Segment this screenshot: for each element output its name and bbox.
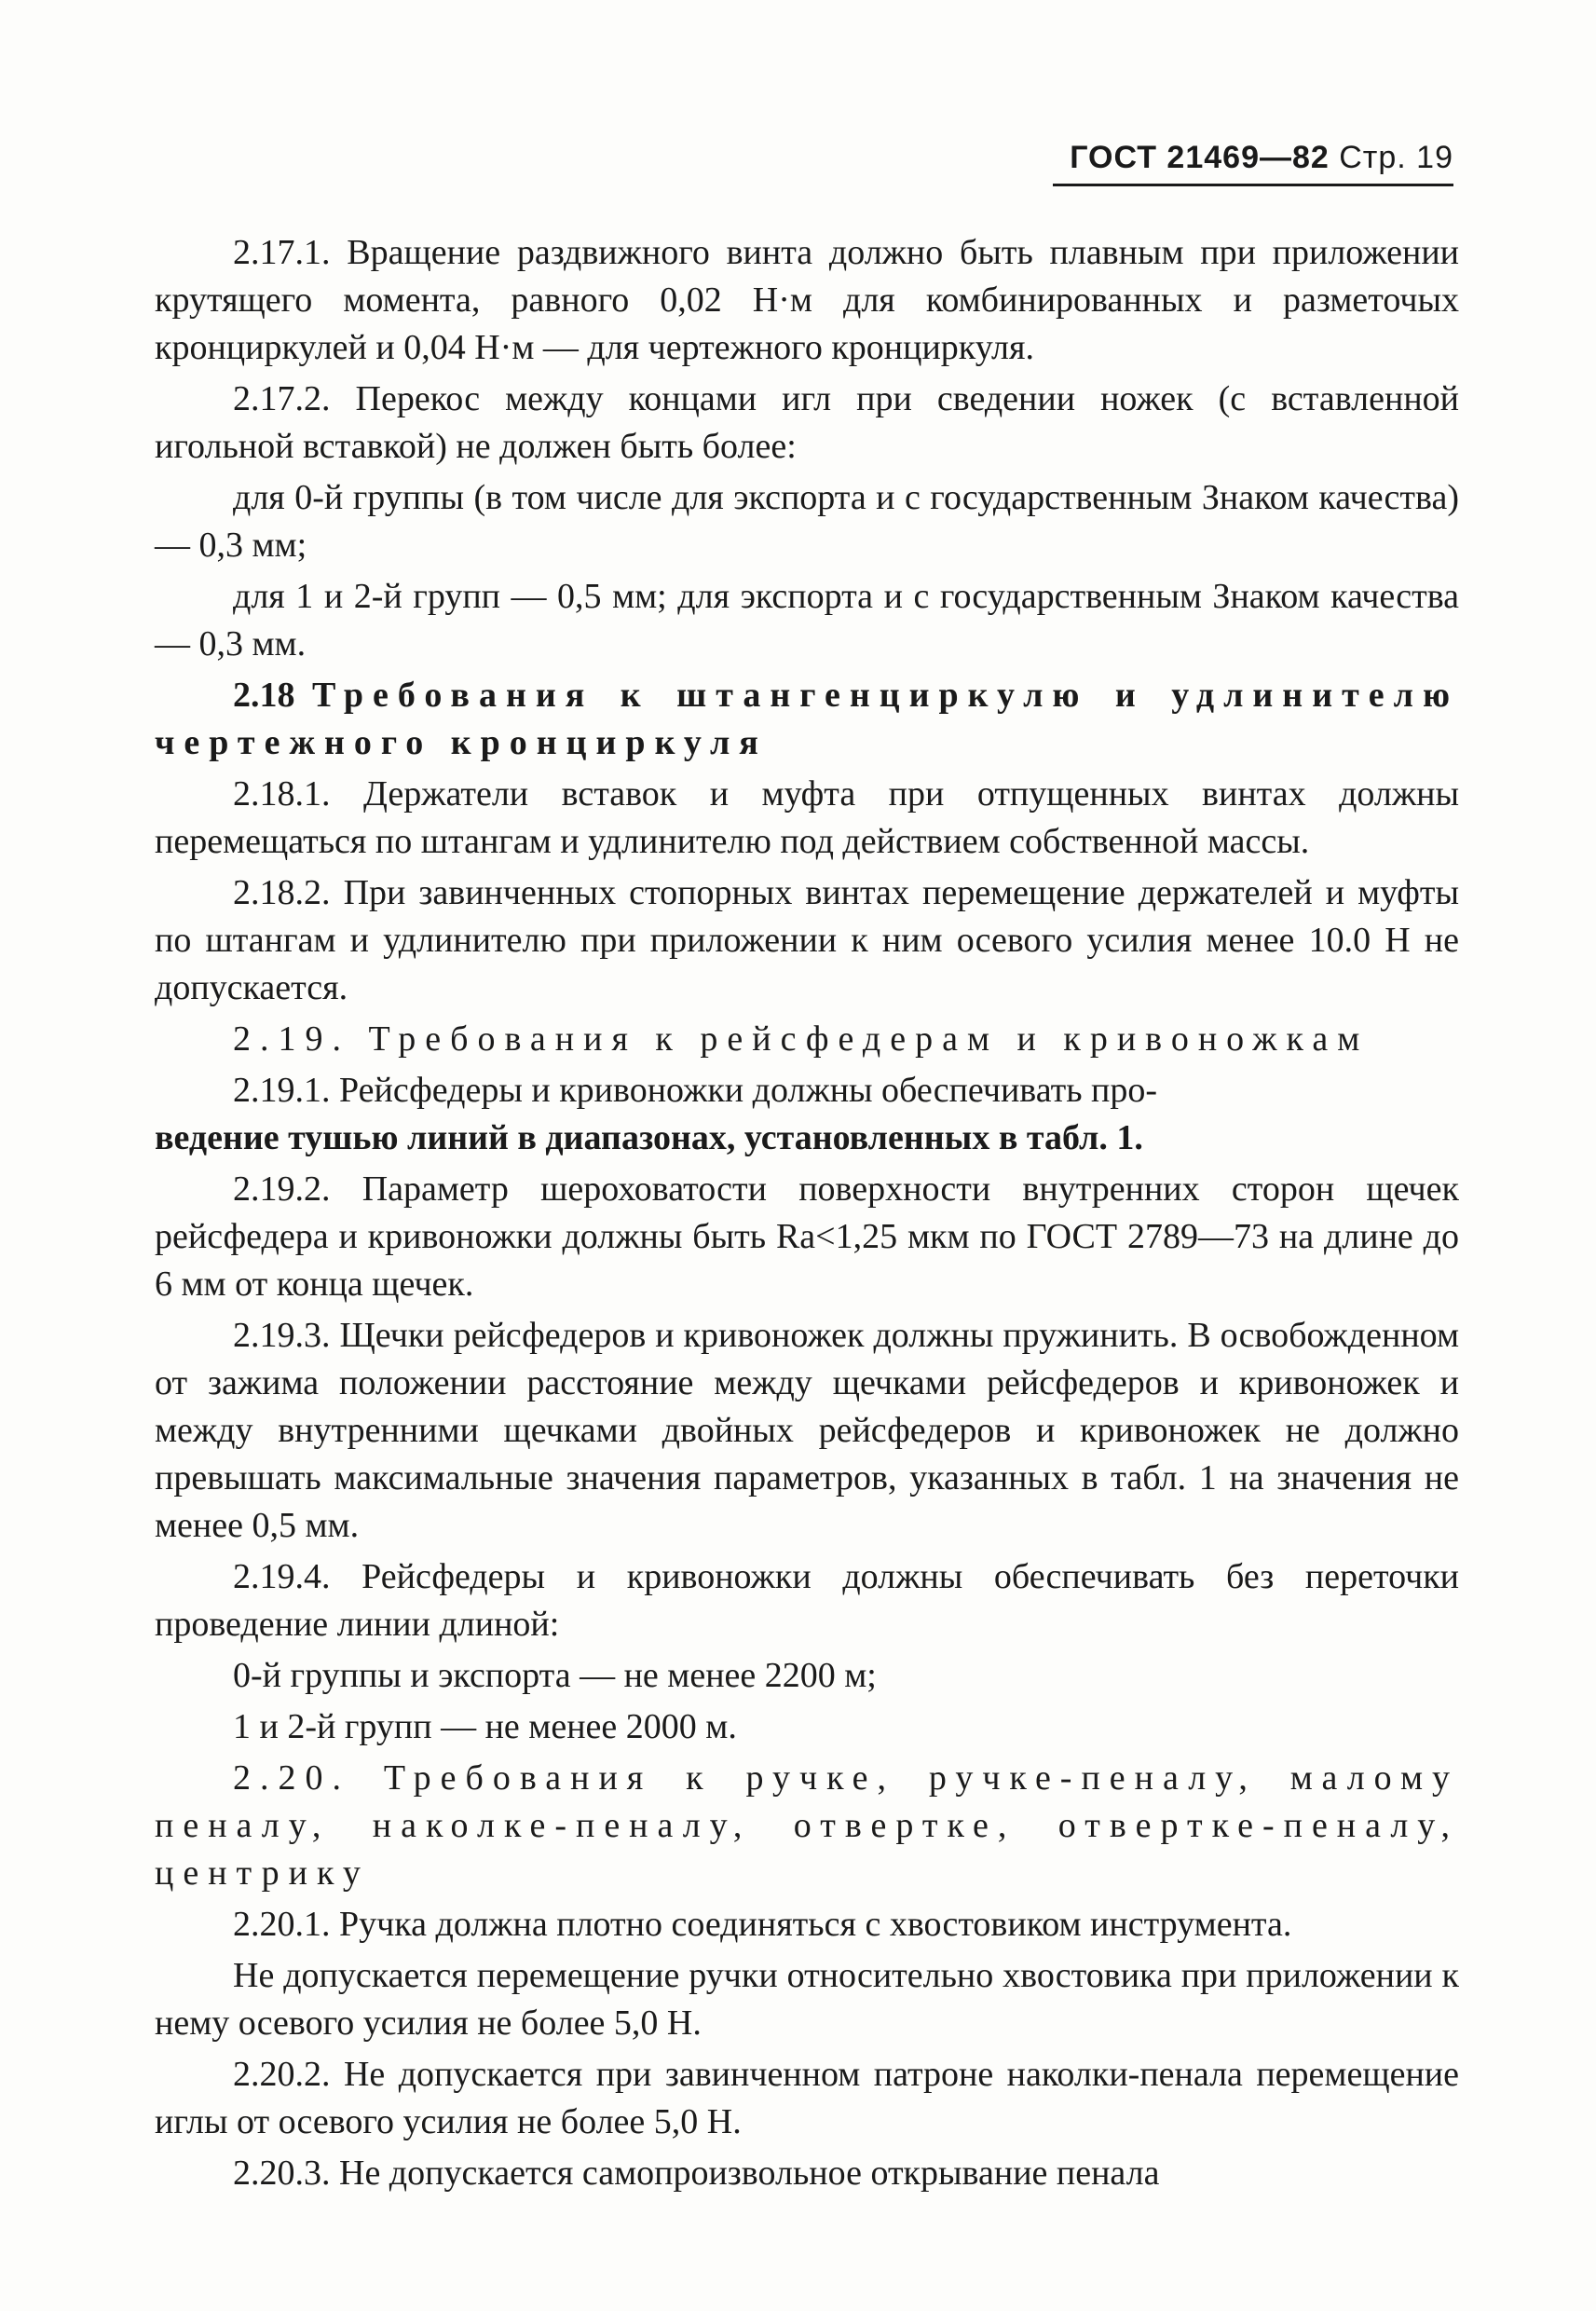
- paragraph-2-17-1: 2.17.1. Вращение раздвижного винта должно быть плавным при приложении крутящего момента, равного 0,02 Н·м для комбинированных и разметочых кронциркулей и 0,04 Н·м — для чертежного кронциркуля.: [155, 233, 1459, 367]
- paragraph-2-19-4: 2.19.4. Рейсфедеры и кривоножки должны обеспечивать без переточки проведение линии длиной:: [155, 1557, 1459, 1644]
- section-title: Требования к штангенциркулю и удлинителю чертежного кронциркуля: [155, 676, 1459, 762]
- section-heading-2-19: 2.19. Требования к рейсфедерам и кривоножкам: [233, 1019, 1370, 1059]
- document-id: ГОСТ 21469—82: [1070, 140, 1330, 175]
- page-number: Стр. 19: [1339, 140, 1453, 175]
- document-body: [155, 229, 1459, 2201]
- paragraph-2-20-1-note: Не допускается перемещение ручки относительно хвостовика при приложении к нему осевого усилия не более 5,0 Н.: [155, 1956, 1459, 2043]
- paragraph-2-17-2-group-1-2: для 1 и 2-й групп — 0,5 мм; для экспорта и с государственным Знаком качества — 0,3 мм.: [155, 577, 1459, 663]
- paragraph-2-19-2: 2.19.2. Параметр шероховатости поверхности внутренних сторон щечек рейсфедера и кривоножки должны быть Ra<1,25 мкм по ГОСТ 2789—73 на длине до 6 мм от конца щечек.: [155, 1169, 1459, 1304]
- paragraph-2-20-2: 2.20.2. Не допускается при завинченном патроне наколки-пенала перемещение иглы от осевого усилия не более 5,0 Н.: [155, 2055, 1459, 2141]
- paragraph-2-19-3: 2.19.3. Щечки рейсфедеров и кривоножек должны пружинить. В освобожденном от зажима положении расстояние между щечками рейсфедеров и кривоножек и между внутренними щечками двойных рейсфедеров и кривоножек не должно превышать максимальные значения параметров, указанных в табл. 1 на значения не менее 0,5 мм.: [155, 1316, 1459, 1545]
- page-header: [1053, 140, 1453, 186]
- paragraph-2-19-4-group-0: 0-й группы и экспорта — не менее 2200 м;: [233, 1656, 877, 1695]
- section-heading-2-20: 2.20. Требования к ручке, ручке-пеналу, малому пеналу, наколке-пеналу, отвертке, отвертке-пеналу, центрику: [155, 1758, 1459, 1893]
- paragraph-2-17-2: 2.17.2. Перекос между концами игл при сведении ножек (с вставленной игольной вставкой) не должен быть более:: [155, 379, 1459, 466]
- paragraph-2-20-3: 2.20.3. Не допускается самопроизвольное открывание пенала: [233, 2154, 1160, 2193]
- paragraph-2-19-4-group-1-2: 1 и 2-й групп — не менее 2000 м.: [233, 1707, 737, 1746]
- paragraph-2-18-2: 2.18.2. При завинченных стопорных винтах перемещение держателей и муфты по штангам и удлинителю при приложении к ним осевого усилия менее 10.0 Н не допускается.: [155, 873, 1459, 1007]
- paragraph-line: 2.19.1. Рейсфедеры и кривоножки должны обеспечивать про-: [233, 1071, 1158, 1110]
- paragraph-2-20-1: 2.20.1. Ручка должна плотно соединяться с хвостовиком инструмента.: [233, 1905, 1292, 1944]
- paragraph-2-17-2-group-0: для 0-й группы (в том числе для экспорта и с государственным Знаком качества) — 0,3 мм;: [155, 478, 1459, 565]
- paragraph-2-18-1: 2.18.1. Держатели вставок и муфта при отпущенных винтах должны перемещаться по штангам и удлинителю под действием собственной массы.: [155, 774, 1459, 861]
- section-number: 2.18: [233, 676, 295, 715]
- paragraph-2-19-1: [155, 1067, 1459, 1162]
- paragraph-line: ведение тушью линий в диапазонах, установленных в табл. 1.: [155, 1118, 1143, 1157]
- section-heading-2-18: [155, 672, 1459, 767]
